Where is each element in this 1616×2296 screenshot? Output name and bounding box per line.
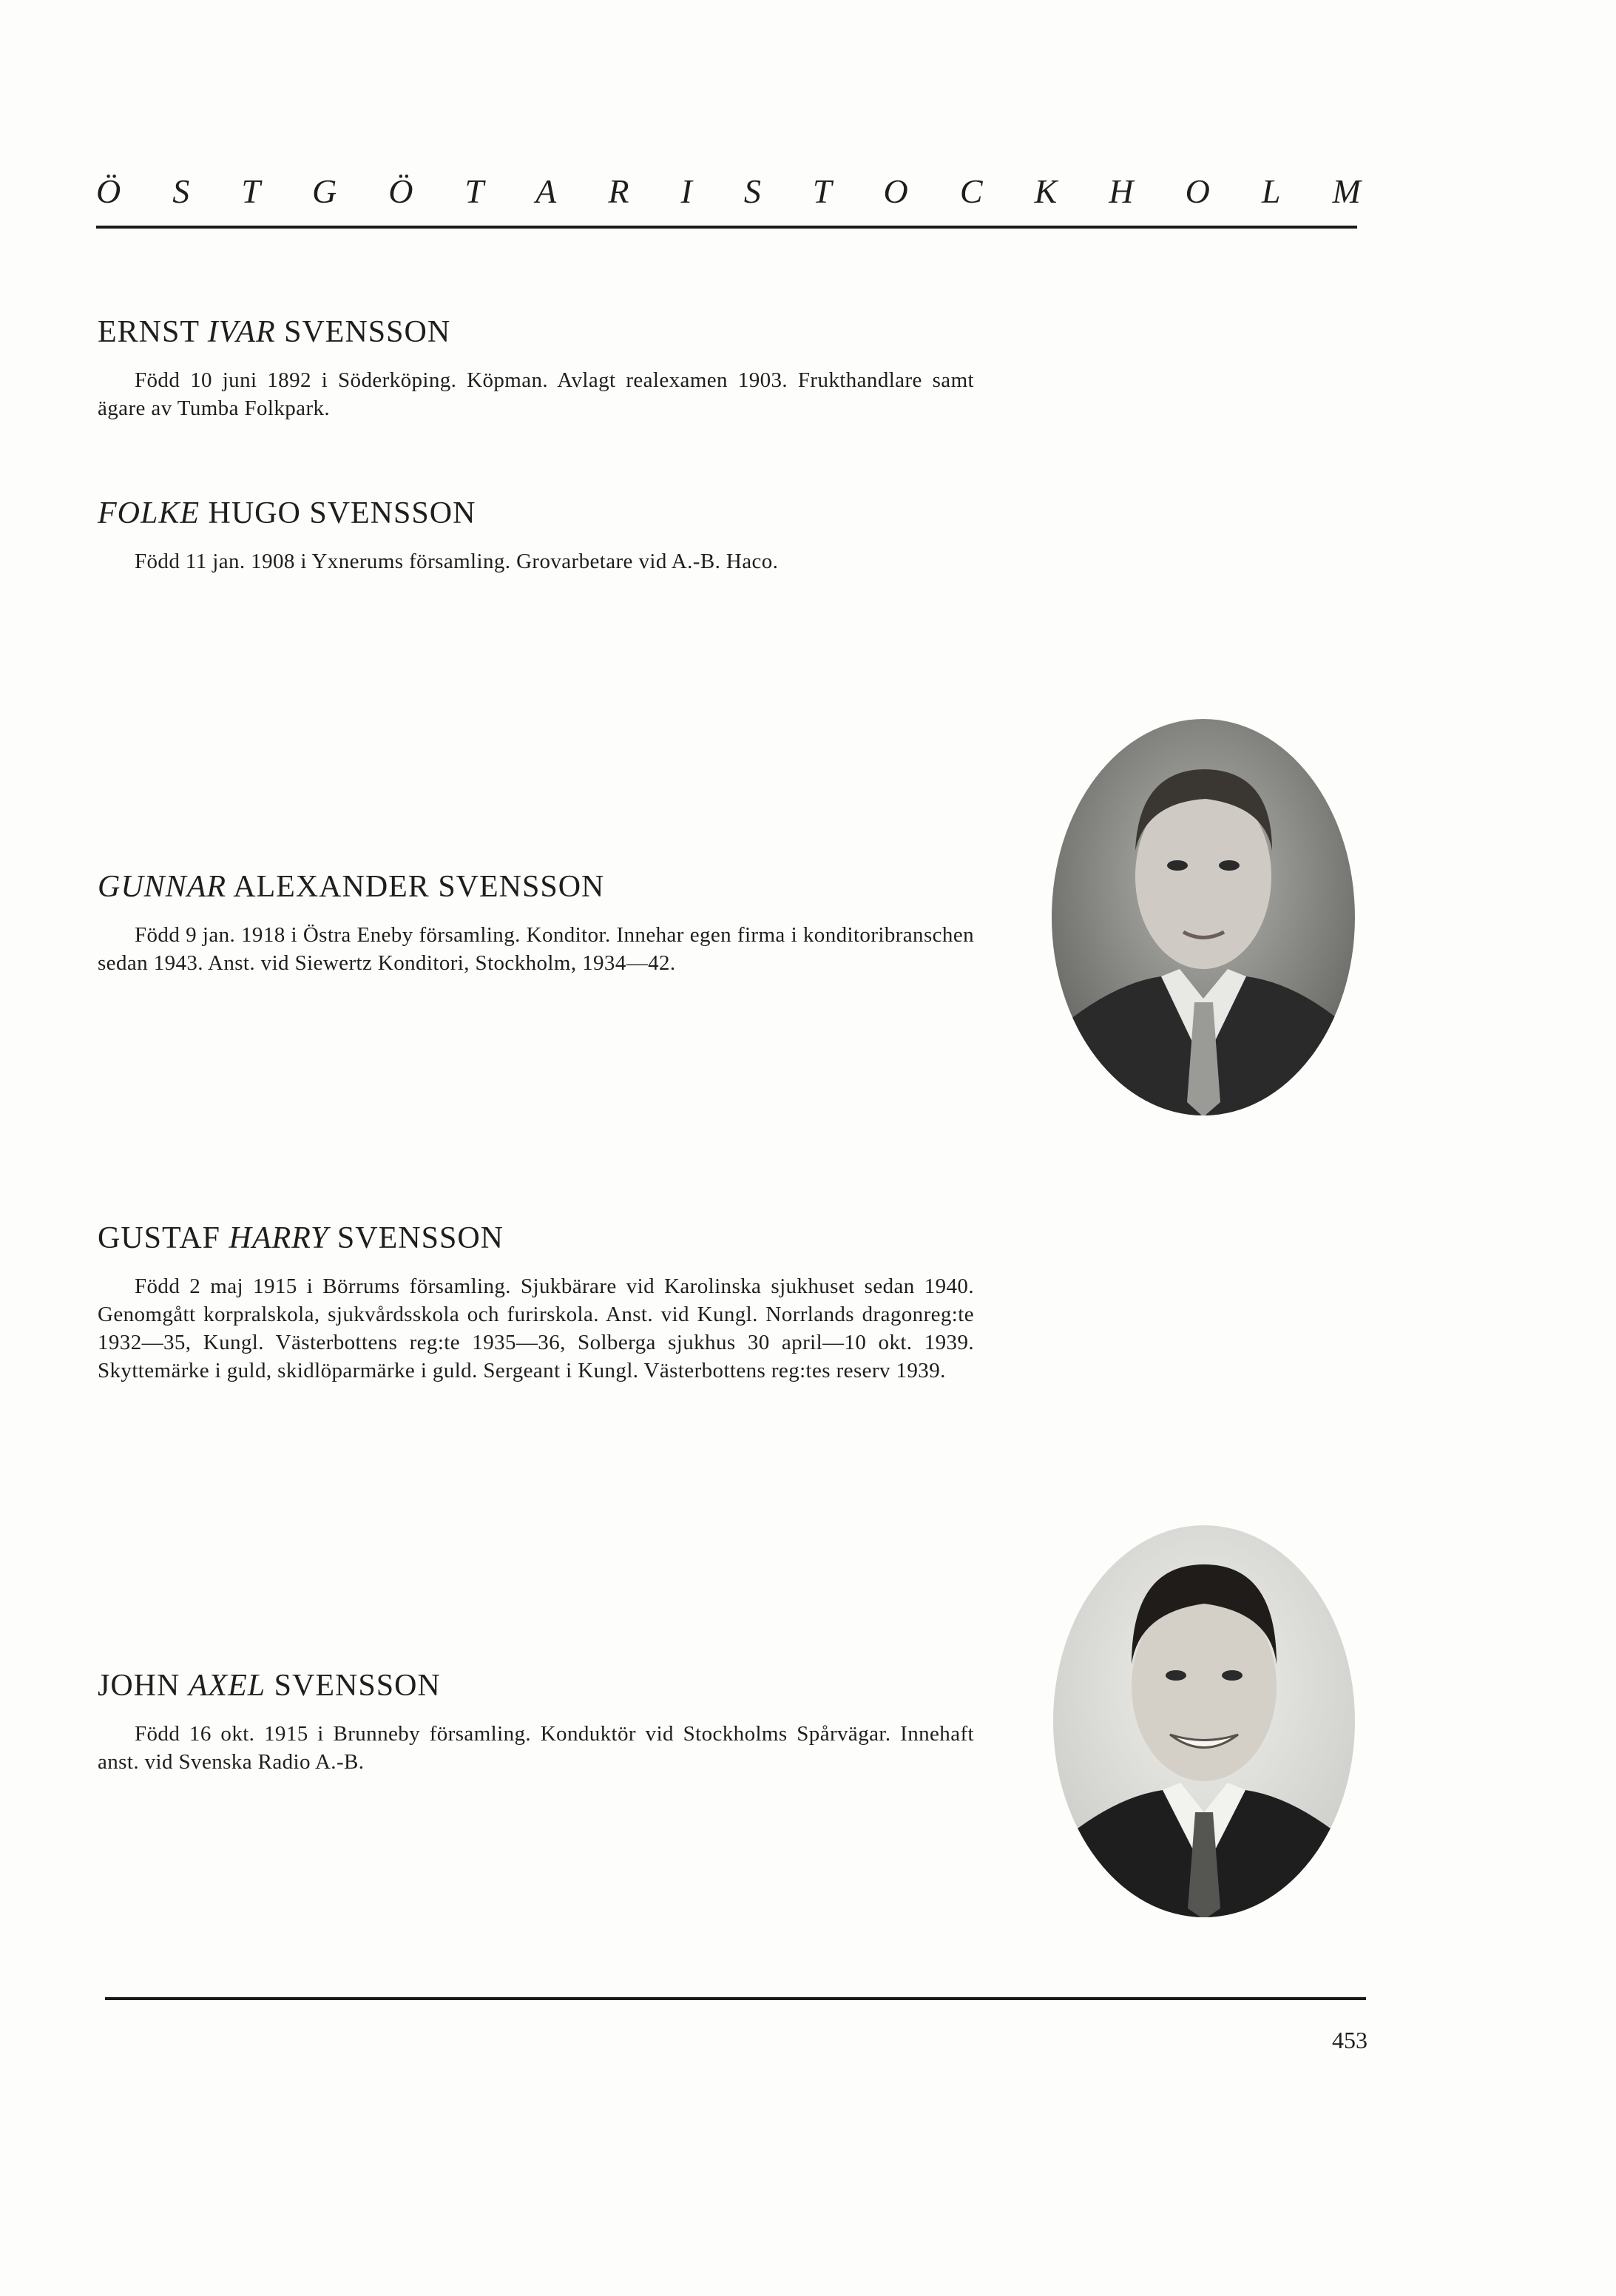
header-letter: Ö: [388, 172, 413, 210]
entry-ernst-ivar-svensson: [98, 314, 974, 422]
entry-folke-hugo-svensson: [98, 496, 974, 575]
header-letter: Ö: [96, 172, 121, 210]
entry-name: [98, 1220, 974, 1256]
header-letter: T: [812, 172, 832, 210]
entry-john-axel-svensson: [98, 1668, 974, 1776]
name-given: FOLKE: [98, 496, 200, 530]
name-given: IVAR: [207, 315, 276, 349]
portrait-photo: [1050, 718, 1357, 1117]
entry-bio: Född 16 okt. 1915 i Brunneby församling. Konduktör vid Stockholms Spårvägar. Innehaft anst. vid Svenska Radio A.-B.: [98, 1722, 974, 1774]
header-letter: C: [959, 172, 983, 210]
entry-bio: Född 2 maj 1915 i Börrums församling. Sjukbärare vid Karolinska sjukhuset sedan 1940. Genomgått korpralskola, sjukvårdsskola och furirskola. Anst. vid Kungl. Norrlands dragonreg:te 1932—35, Kungl. Västerbottens reg:te 1935—36, Solberga sjukhus 30 april—10 okt. 1939. Skyttemärke i guld, skidlöparmärke i guld. Sergeant i Kungl. Västerbottens reg:tes reserv 1939.: [98, 1274, 974, 1382]
header-letter: S: [743, 172, 761, 210]
header-letter: I: [680, 172, 692, 210]
header-letter: T: [464, 172, 484, 210]
header-letter: O: [883, 172, 908, 210]
name-suffix: SVENSSON: [274, 1669, 441, 1703]
header-letter: O: [1185, 172, 1210, 210]
name-prefix: ERNST: [98, 315, 200, 349]
name-prefix: GUSTAF: [98, 1221, 221, 1255]
name-suffix: SVENSSON: [284, 315, 451, 349]
header-letter: M: [1332, 172, 1361, 210]
page-number: 453: [1332, 2027, 1367, 2053]
header-letter: H: [1109, 172, 1134, 210]
entry-name: [98, 1668, 974, 1704]
name-given: GUNNAR: [98, 870, 226, 904]
header-letter: G: [311, 172, 337, 210]
name-suffix: ALEXANDER SVENSSON: [233, 870, 605, 904]
header-letter: R: [608, 172, 629, 210]
entry-gunnar-alexander-svensson: [98, 869, 974, 977]
name-given: HARRY: [229, 1221, 329, 1255]
entry-name: [98, 314, 974, 350]
entry-bio: Född 11 jan. 1908 i Yxnerums församling. Grovarbetare vid A.-B. Haco.: [135, 550, 779, 573]
header-letter: S: [172, 172, 190, 210]
running-header: [96, 172, 1361, 211]
name-suffix: SVENSSON: [337, 1221, 504, 1255]
entry-name: [98, 869, 974, 905]
name-suffix: HUGO SVENSSON: [208, 496, 476, 530]
header-rule: [96, 226, 1357, 229]
name-prefix: JOHN: [98, 1669, 180, 1703]
entry-bio: Född 9 jan. 1918 i Östra Eneby församling. Konditor. Innehar egen firma i konditoribranschen sedan 1943. Anst. vid Siewertz Konditori, Stockholm, 1934—42.: [98, 923, 974, 975]
entry-name: [98, 496, 974, 531]
name-given: AXEL: [188, 1669, 266, 1703]
portrait-photo: [1052, 1524, 1356, 1919]
footer-rule: [105, 1997, 1366, 2000]
header-letter: A: [535, 172, 557, 210]
header-letter: T: [241, 172, 260, 210]
entry-bio: Född 10 juni 1892 i Söderköping. Köpman. Avlagt realexamen 1903. Frukthandlare samt ägare av Tumba Folkpark.: [98, 368, 974, 420]
header-letter: L: [1261, 172, 1281, 210]
header-letter: K: [1034, 172, 1058, 210]
entry-gustaf-harry-svensson: [98, 1220, 974, 1385]
